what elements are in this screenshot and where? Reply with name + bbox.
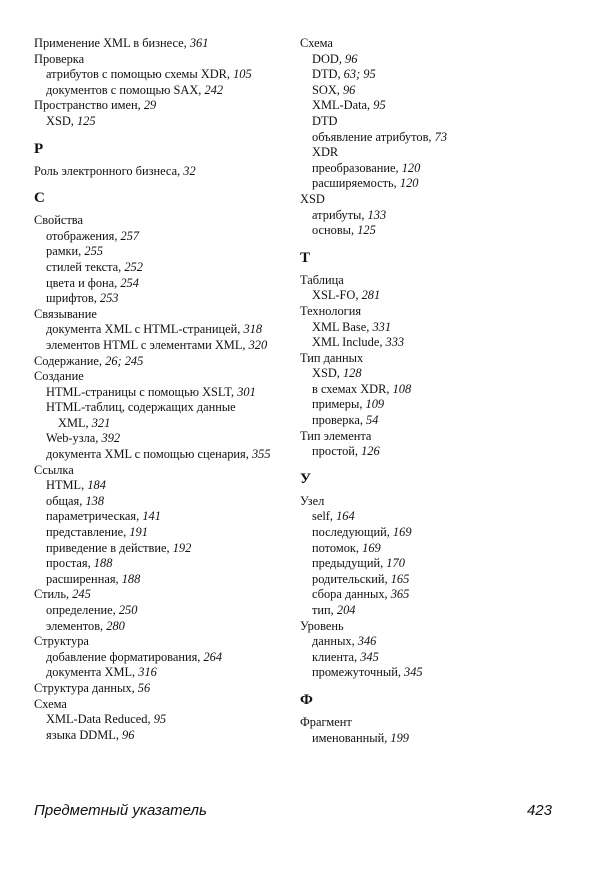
index-subentry: [300, 382, 570, 398]
index-subentry: [34, 83, 296, 99]
entry-term: расширенная,: [46, 571, 122, 586]
entry-page-ref: 355: [251, 447, 271, 462]
entry-term: документа XML с помощью сценария,: [46, 447, 252, 462]
entry-page-ref: 191: [129, 525, 148, 540]
index-subentry: [300, 223, 570, 239]
entry-term: DTD: [312, 113, 338, 128]
index-subentry: [300, 335, 570, 351]
index-entry: [300, 304, 570, 320]
entry-page-ref: 73: [434, 129, 448, 144]
entry-term: приведение в действие,: [46, 540, 173, 555]
index-subentry: [34, 541, 296, 557]
entry-term: Тип элемента: [300, 428, 372, 443]
entry-term: объявление атрибутов,: [312, 129, 435, 144]
entry-page-ref: 169: [362, 540, 381, 555]
entry-term: промежуточный,: [312, 665, 405, 680]
index-subentry: [300, 603, 570, 619]
entry-page-ref: 126: [361, 444, 380, 459]
entry-term: основы,: [312, 223, 358, 238]
entry-term: HTML,: [46, 478, 88, 493]
entry-page-ref: 26; 245: [105, 353, 144, 368]
entry-term: данных,: [312, 634, 358, 649]
entry-page-ref: 333: [385, 335, 405, 350]
entry-term: рамки,: [46, 244, 85, 259]
entry-page-ref: 264: [203, 649, 223, 664]
index-entry: [34, 354, 296, 370]
entry-page-ref: 105: [233, 67, 252, 82]
entry-page-ref: 164: [336, 509, 355, 524]
index-entry: [34, 36, 296, 52]
index-subentry: [34, 650, 296, 666]
index-subentry: [34, 385, 296, 401]
entry-term: параметрическая,: [46, 509, 143, 524]
entry-page-ref: 331: [372, 319, 392, 334]
index-subentry: [300, 320, 570, 336]
entry-page-ref: 245: [72, 587, 91, 602]
index-entry: [300, 619, 570, 635]
entry-page-ref: 253: [99, 291, 119, 306]
entry-term: self,: [312, 509, 337, 524]
entry-page-ref: 199: [390, 730, 409, 745]
index-subentry: [34, 509, 296, 525]
index-subentry: [34, 478, 296, 494]
entry-term: XML,: [58, 415, 92, 430]
entry-page-ref: 56: [137, 680, 151, 695]
entry-term: Структура данных,: [34, 680, 138, 695]
index-subentry: [300, 208, 570, 224]
entry-term: добавление форматирования,: [46, 649, 204, 664]
index-subentry: [34, 114, 296, 130]
index-subentry: [300, 525, 570, 541]
entry-page-ref: 96: [342, 82, 356, 97]
index-entry: [300, 192, 570, 208]
entry-term: Схема: [300, 36, 333, 50]
entry-page-ref: 361: [189, 36, 209, 50]
entry-term: HTML-страницы с помощью XSLT,: [46, 384, 238, 399]
entry-page-ref: 54: [366, 413, 379, 428]
entry-page-ref: 252: [124, 259, 143, 274]
index-subentry: [300, 52, 570, 68]
index-letter-heading: У: [300, 470, 312, 487]
index-subentry: [300, 397, 570, 413]
entry-term: определение,: [46, 603, 119, 617]
entry-page-ref: 301: [237, 384, 256, 399]
page-footer: [34, 802, 552, 819]
index-subentry: [300, 413, 570, 429]
entry-term: проверка,: [312, 413, 367, 428]
index-subentry: [34, 338, 296, 354]
index-letter-heading: Ф: [300, 691, 313, 708]
entry-term: Таблица: [300, 272, 344, 287]
entry-page-ref: 120: [399, 176, 419, 191]
index-entry: [34, 98, 296, 114]
entry-term: XML Base,: [312, 319, 373, 334]
entry-term: XSD,: [46, 113, 77, 128]
index-subentry: [300, 665, 570, 681]
index-subentry: [300, 634, 570, 650]
entry-term: XSD: [300, 191, 325, 206]
index-subentry: [34, 665, 296, 681]
index-column-right: [300, 36, 570, 746]
entry-page-ref: 345: [360, 649, 379, 664]
entry-term: в схемах XDR,: [312, 381, 393, 396]
index-subentry: [34, 494, 296, 510]
index-subentry: [34, 525, 296, 541]
entry-term: Свойства: [34, 213, 83, 228]
entry-term: шрифтов,: [46, 291, 100, 306]
entry-page-ref: 170: [386, 556, 405, 571]
entry-term: языка DDML,: [46, 727, 123, 742]
index-subentry: [34, 447, 296, 463]
entry-term: документов с помощью SAX,: [46, 82, 205, 97]
entry-term: DTD,: [312, 67, 344, 82]
entry-term: родительский,: [312, 571, 391, 586]
index-entry: [34, 681, 296, 697]
entry-page-ref: 318: [243, 322, 263, 337]
index-subentry: [300, 288, 570, 304]
index-entry: [300, 494, 570, 510]
entry-page-ref: 169: [392, 525, 412, 540]
entry-term: XML-Data Reduced,: [46, 712, 154, 727]
entry-term: Создание: [34, 369, 84, 384]
entry-term: элементов,: [46, 618, 107, 633]
entry-term: XML-Data,: [312, 98, 374, 113]
index-subentry: [300, 556, 570, 572]
entry-term: Проверка: [34, 51, 85, 66]
entry-term: Пространство имен,: [34, 98, 144, 113]
entry-page-ref: 365: [390, 587, 410, 602]
index-subentry: [300, 145, 570, 161]
index-subentry: [300, 572, 570, 588]
entry-page-ref: 281: [361, 288, 381, 303]
index-subentry: [300, 587, 570, 603]
entry-term: расширяемость,: [312, 176, 400, 191]
entry-page-ref: 165: [390, 571, 410, 586]
entry-page-ref: 345: [404, 665, 423, 680]
entry-term: Стиль,: [34, 587, 73, 602]
index-subentry: [300, 67, 570, 83]
index-subentry: [300, 161, 570, 177]
index-subentry: [34, 603, 296, 619]
entry-term: Ссылка: [34, 462, 74, 477]
index-entry: [300, 429, 570, 445]
entry-term: тип,: [312, 603, 337, 617]
entry-page-ref: 128: [342, 366, 362, 381]
entry-term: Схема: [34, 696, 67, 711]
entry-page-ref: 392: [101, 431, 121, 446]
entry-page-ref: 188: [121, 571, 141, 586]
index-subentry: [300, 130, 570, 146]
index-entry: [34, 697, 296, 713]
entry-term: простая,: [46, 556, 94, 571]
entry-page-ref: 108: [392, 381, 412, 396]
entry-term: преобразование,: [312, 160, 402, 175]
entry-term: атрибутов с помощью схемы XDR,: [46, 67, 234, 82]
index-entry: [300, 715, 570, 731]
entry-term: Роль электронного бизнеса,: [34, 163, 184, 178]
entry-term: документа XML с HTML-страницей,: [46, 322, 244, 337]
page-number: 423: [526, 802, 552, 819]
index-subentry: [300, 509, 570, 525]
entry-page-ref: 96: [122, 727, 135, 742]
entry-term: Фрагмент: [300, 714, 352, 729]
entry-page-ref: 250: [118, 603, 138, 617]
entry-page-ref: 321: [91, 415, 111, 430]
entry-term: XML Include,: [312, 335, 386, 350]
index-subentry: [300, 83, 570, 99]
entry-page-ref: 138: [85, 493, 105, 508]
entry-term: цвета и фона,: [46, 275, 121, 290]
index-subentry: [300, 176, 570, 192]
entry-page-ref: 242: [204, 82, 224, 97]
entry-term: Web-узла,: [46, 431, 102, 446]
index-entry: [300, 351, 570, 367]
entry-page-ref: 204: [336, 603, 356, 617]
entry-term: сбора данных,: [312, 587, 391, 602]
entry-term: документа XML,: [46, 665, 139, 680]
entry-term: Применение XML в бизнесе,: [34, 36, 190, 50]
entry-page-ref: 125: [76, 113, 96, 128]
index-entry: [34, 463, 296, 479]
entry-term: элементов HTML с элементами XML,: [46, 337, 249, 352]
entry-term: потомок,: [312, 540, 363, 555]
entry-page-ref: 254: [120, 275, 139, 290]
index-subentry: [34, 712, 296, 728]
entry-page-ref: 141: [142, 509, 161, 524]
index-entry: [300, 36, 570, 52]
entry-page-ref: 346: [357, 634, 377, 649]
entry-term: представление,: [46, 525, 130, 540]
index-subentry: [300, 98, 570, 114]
entry-page-ref: 280: [106, 618, 125, 633]
entry-page-ref: 188: [93, 556, 113, 571]
index-entry: [34, 307, 296, 323]
index-subentry: [34, 244, 296, 260]
entry-term: именованный,: [312, 730, 391, 745]
index-subentry: [34, 260, 296, 276]
entry-term: SOX,: [312, 82, 343, 97]
entry-page-ref: 29: [143, 98, 157, 113]
index-subentry: [300, 366, 570, 382]
index-subentry: [300, 650, 570, 666]
index-column-left: [34, 36, 296, 743]
index-subentry: [34, 276, 296, 292]
index-subentry: [34, 229, 296, 245]
entry-term: общая,: [46, 493, 86, 508]
entry-term: стилей текста,: [46, 259, 125, 274]
index-subentry: [34, 572, 296, 588]
index-entry: [34, 164, 296, 180]
index-letter-heading: Т: [300, 249, 311, 266]
entry-page-ref: 95: [373, 98, 386, 113]
entry-term: предыдущий,: [312, 556, 387, 571]
index-entry: [34, 213, 296, 229]
entry-page-ref: 95: [153, 712, 167, 727]
entry-term: Содержание,: [34, 353, 106, 368]
entry-term: HTML-таблиц, содержащих данные: [46, 400, 236, 415]
index-subentry: [300, 541, 570, 557]
entry-term: Узел: [300, 493, 325, 508]
entry-page-ref: 255: [84, 244, 103, 259]
entry-term: Технология: [300, 303, 362, 318]
index-entry: [34, 52, 296, 68]
entry-term: XDR: [312, 145, 339, 160]
index-subentry: [34, 67, 296, 83]
entry-term: отображения,: [46, 228, 121, 243]
index-subentry: [34, 416, 296, 432]
entry-page-ref: 96: [345, 51, 358, 66]
entry-page-ref: 109: [365, 397, 385, 412]
entry-page-ref: 133: [367, 207, 387, 222]
entry-term: примеры,: [312, 397, 366, 412]
entry-page-ref: 316: [138, 665, 157, 680]
index-subentry: [300, 114, 570, 130]
index-subentry: [34, 728, 296, 744]
footer-section-title: Предметный указатель: [34, 802, 207, 819]
entry-page-ref: 184: [87, 478, 106, 493]
entry-term: Уровень: [300, 618, 344, 633]
entry-page-ref: 320: [248, 337, 268, 352]
entry-page-ref: 63; 95: [343, 67, 376, 82]
entry-page-ref: 125: [357, 223, 376, 238]
entry-term: последующий,: [312, 525, 393, 540]
index-subentry: [300, 731, 570, 747]
entry-page-ref: 257: [120, 228, 140, 243]
entry-term: клиента,: [312, 649, 361, 664]
index-subentry: [34, 400, 296, 416]
index-letter-heading: С: [34, 190, 45, 207]
entry-page-ref: 192: [172, 540, 192, 555]
index-subentry: [300, 444, 570, 460]
index-subentry: [34, 431, 296, 447]
entry-term: Структура: [34, 634, 89, 649]
index-entry: [34, 369, 296, 385]
entry-term: атрибуты,: [312, 207, 368, 222]
index-subentry: [34, 322, 296, 338]
entry-term: XSL-FO,: [312, 288, 362, 303]
entry-term: XSD,: [312, 366, 343, 381]
index-entry: [300, 273, 570, 289]
index-subentry: [34, 619, 296, 635]
index-subentry: [34, 556, 296, 572]
index-entry: [34, 587, 296, 603]
entry-term: Связывание: [34, 306, 97, 321]
index-entry: [34, 634, 296, 650]
entry-page-ref: 120: [401, 160, 421, 175]
entry-term: DOD,: [312, 51, 346, 66]
entry-page-ref: 32: [183, 163, 196, 178]
index-subentry: [34, 291, 296, 307]
entry-term: Тип данных: [300, 350, 364, 365]
entry-term: простой,: [312, 444, 362, 459]
index-letter-heading: Р: [34, 140, 44, 157]
